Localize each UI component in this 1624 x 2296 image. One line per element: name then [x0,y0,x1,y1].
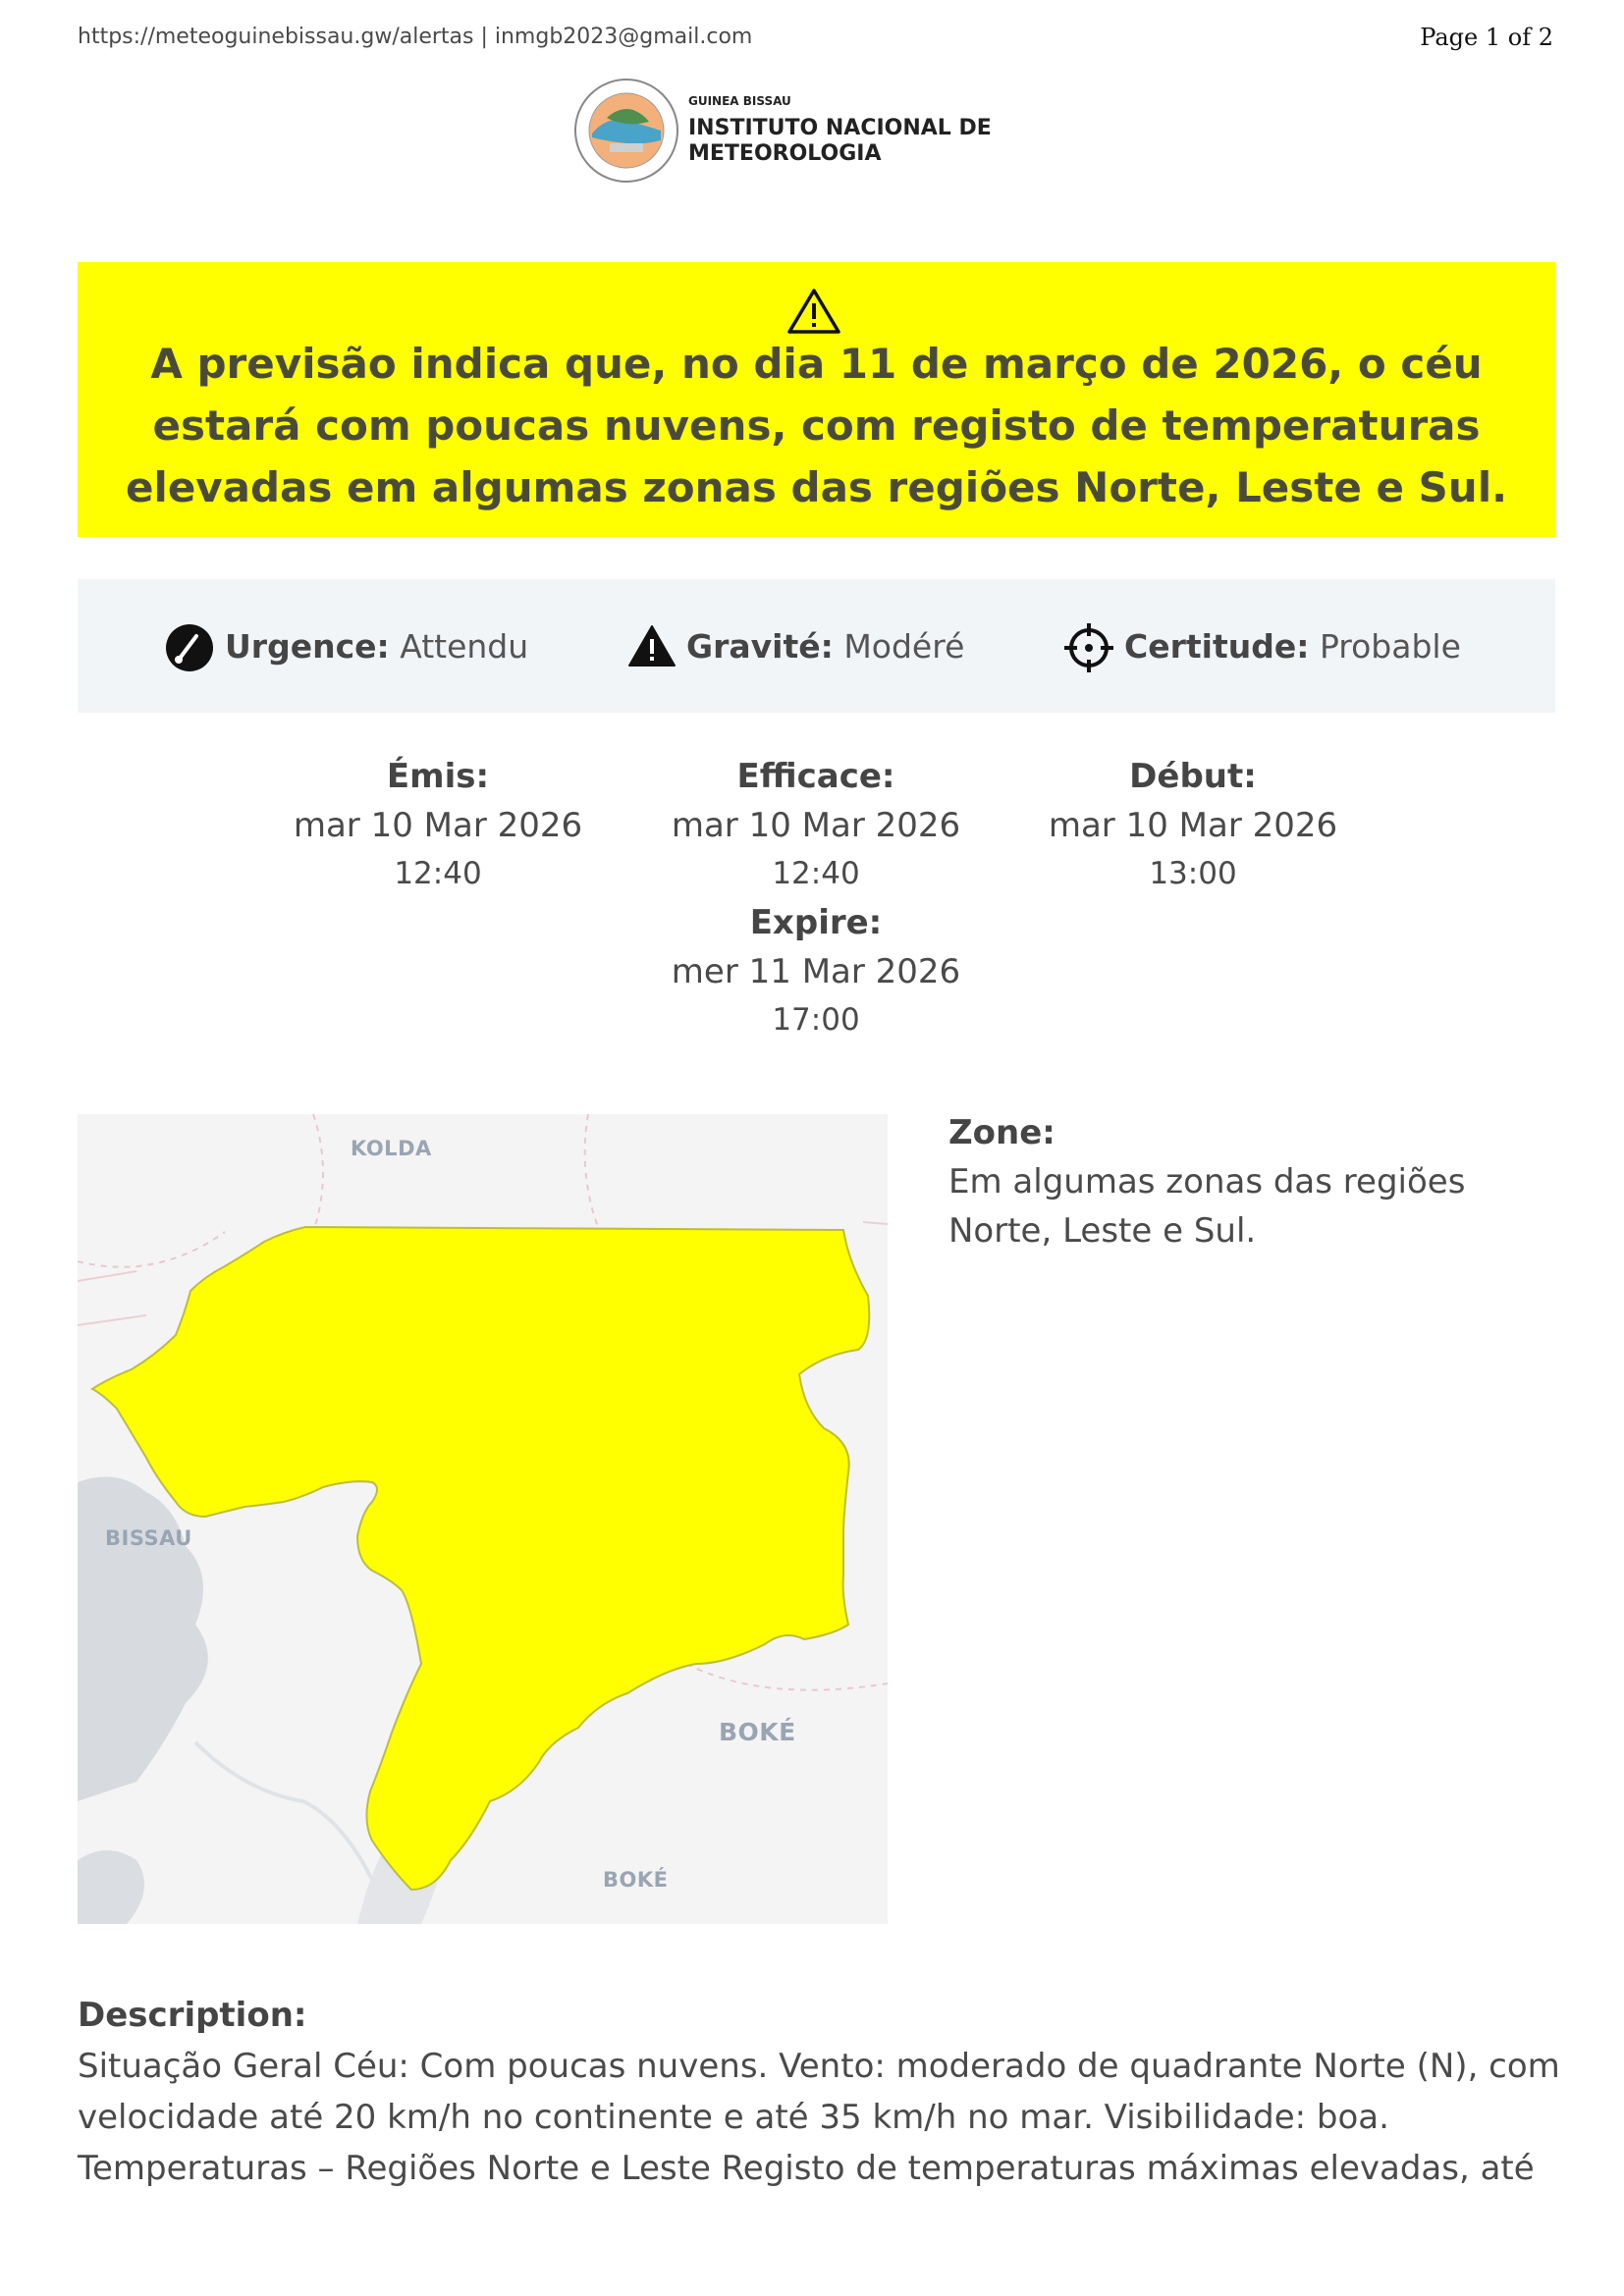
certainty-label: Certitude: [1124,627,1310,666]
map-canvas [78,1114,888,1924]
expires-label: Expire: [749,903,883,942]
zone-title: Zone: [948,1113,1056,1152]
urgency-label: Urgence: [225,627,390,666]
alert-headline: A previsão indica que, no dia 11 de março de 2026, o céu estará com poucas nuvens, com registo de temperaturas elevadas em algumas zonas das regiões Norte, Leste e Sul. [125,340,1508,511]
alert-area-map[interactable] [78,1114,888,1924]
sent-time: 12:40 [394,856,482,891]
alert-banner [78,262,1555,537]
effective-label: Efficace: [736,757,895,796]
logo-country: GUINEA BISSAU [688,94,791,108]
expires-time: 17:00 [772,1002,860,1038]
alert-meta-bar [78,579,1555,713]
page-number: Page 1 of 2 [1420,24,1553,51]
expires-day: mer 11 Mar 2026 [671,952,961,991]
urgency-value: Attendu [400,627,529,666]
onset-label: Début: [1129,757,1257,796]
effective-time: 12:40 [772,856,860,891]
institute-seal-icon [572,77,680,185]
onset-day: mar 10 Mar 2026 [1048,806,1338,845]
onset-date-block [1031,752,1355,897]
expires-date-block [654,898,978,1043]
clock-gauge-icon [164,622,215,673]
effective-date-block [654,752,978,897]
severity-label: Gravité: [686,627,834,666]
map-label-boke-city: BOKÉ [603,1868,669,1892]
map-label-bissau: BISSAU [105,1526,192,1550]
map-label-kolda: KOLDA [351,1137,432,1160]
sent-date-block [276,752,600,897]
sent-label: Émis: [386,757,490,796]
severity-value: Modéré [843,627,965,666]
warning-triangle-icon [786,287,841,336]
logo-institute-name: INSTITUTO NACIONAL DE METEOROLOGIA [688,116,992,166]
alert-zone-polygon [92,1227,869,1890]
warning-icon [627,622,677,671]
description-title: Description: [78,1996,307,2035]
crosshair-icon [1063,622,1114,673]
sent-day: mar 10 Mar 2026 [293,806,583,845]
header-url-email: https://meteoguinebissau.gw/alertas | inmgb2023@gmail.com [78,25,753,49]
map-label-boke-region: BOKÉ [719,1718,796,1746]
effective-day: mar 10 Mar 2026 [671,806,961,845]
certainty-value: Probable [1319,627,1461,666]
onset-time: 13:00 [1149,856,1237,891]
institute-logo [572,77,995,185]
zone-text: Em algumas zonas das regiões Norte, Leste e Sul. [948,1162,1466,1251]
description-text: Situação Geral Céu: Com poucas nuvens. Vento: moderado de quadrante Norte (N), com velocidade até 20 km/h no continente e até 35 km/h no mar. Visibilidade: boa. Temperaturas – Regiões Norte e Leste Registo de temperaturas máximas elevadas, até [78,2047,1560,2188]
